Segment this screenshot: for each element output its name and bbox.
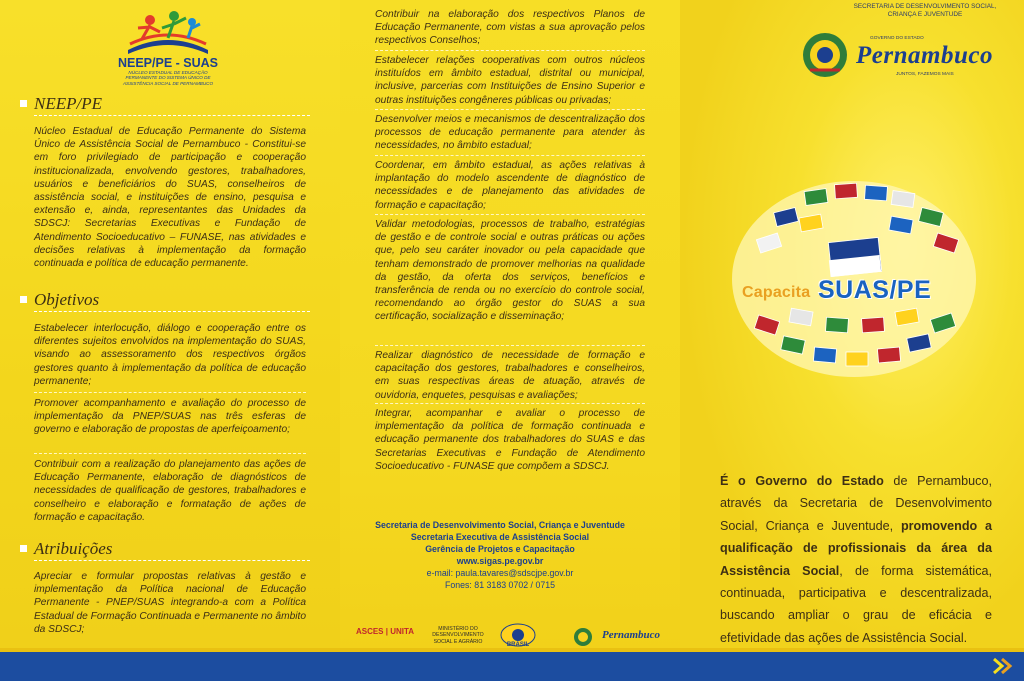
atribuicao-item: Apreciar e formular propostas relativas à gestão e implementação da Política nacional de Educação Permanente - PNEP/SUAS integrando-a com a Política Estadual de Formação Continuada e Permanente no âmbito da SDSCJ; bbox=[34, 571, 306, 635]
divider bbox=[34, 392, 306, 393]
bullet-icon bbox=[20, 296, 27, 303]
section-title-neep: NEEP/PE bbox=[34, 94, 102, 113]
section-heading-objetivos bbox=[20, 290, 310, 312]
closing-paragraph bbox=[720, 470, 992, 649]
closing-bold-2: promovendo a qualificação de profissionais da área da Assistência Social bbox=[720, 518, 992, 578]
objetivo-item: Estabelecer interlocução, diálogo e cooperação entre os diferentes sujeitos envolvidos na implementação do SUAS, visando ao assessoramento dos respectivos órgãos gestores quanto à implementação da política de educação permanente; bbox=[34, 323, 306, 387]
divider bbox=[375, 109, 645, 110]
contact-email-link[interactable]: e-mail: paula.tavares@sdscjpe.gov.br bbox=[426, 568, 574, 578]
section-heading-neep bbox=[20, 94, 310, 116]
divider bbox=[34, 560, 310, 561]
closing-text-2: , de forma sistemática, continuada, participativa e descentralizada, buscando ampliar o grau de eficácia e efetividade das ações de Assistência Social. bbox=[720, 563, 992, 645]
atribuicao-item: Desenvolver meios e mecanismos de descentralização dos processos de educação permanente para atender às necessidades, no âmbito estadual; bbox=[375, 114, 645, 152]
suas-pe-label: SUAS/PE bbox=[818, 276, 932, 304]
contact-gerencia: Gerência de Projetos e Capacitação bbox=[425, 544, 575, 554]
neep-emblem-icon bbox=[108, 6, 228, 56]
closing-bold-1: É o Governo do Estado bbox=[720, 474, 884, 488]
bullet-icon bbox=[20, 545, 27, 552]
pernambuco-crest-icon bbox=[800, 30, 850, 80]
asces-unita-logo: ASCES | UNITA bbox=[355, 627, 415, 636]
partner-logos bbox=[352, 622, 672, 650]
neep-logo-subtitle: NÚCLEO ESTADUAL DE EDUCAÇÃO PERMANENTE DO SISTEMA ÚNICO DE ASSISTÊNCIA SOCIAL DE PERNAMBUCO bbox=[122, 70, 214, 86]
atribuicao-item: Integrar, acompanhar e avaliar o processo de implementação da política de formação continuada e educação permanente dos trabalhadores do SUAS e das Secretarias Executivas e Fundação de Atendimento Socioeducativo - FUNASE que compõem a SDSCJ. bbox=[375, 408, 645, 472]
atribuicao-item: Realizar diagnóstico de necessidade de formação e capacitação dos gestores, trabalhadores e conselheiros, em suas respectivas áreas de atuação, através de ouvidoria, enquetes, pesquisas e avaliações; bbox=[375, 350, 645, 401]
section-title-atribuicoes: Atribuições bbox=[34, 539, 113, 558]
chevron-right-icon bbox=[992, 657, 1014, 675]
pernambuco-wordmark: Pernambuco bbox=[856, 42, 993, 69]
capacita-label: Capacita bbox=[742, 284, 811, 301]
ministerio-logo: MINISTÉRIO DO DESENVOLVIMENTO SOCIAL E AGRÁRIO bbox=[432, 626, 484, 645]
divider bbox=[375, 403, 645, 404]
neep-description: Núcleo Estadual de Educação Permanente do Sistema Único de Assistência Social de Pernambuco - Constitui-se em foro privilegiado de participação e cooperação institucionalizada, envolvendo gestores, trabalhadores, usuários e beneficiários do SUAS, conselheiros de assistência social, e instituições de ensino, pesquisa e extensão e, ainda, representantes das Unidades da SDSCJ: Secretarias Executivas e Fundação de Atendimento Socioeducativo – FUNASE, nas atividades e decisões relativas à implementação da formação continuada e política de educação permanente. bbox=[34, 126, 306, 270]
contact-secretaria: Secretaria de Desenvolvimento Social, Criança e Juventude bbox=[375, 520, 625, 530]
contact-block bbox=[350, 519, 650, 591]
atribuicao-item: Estabelecer relações cooperativas com outros núcleos instituídos em âmbito estadual, distrital ou municipal, inclusive, parcerias com Instituições de Ensino Superior e outras instituições congêneres públicas ou privadas; bbox=[375, 55, 645, 106]
contact-executiva: Secretaria Executiva de Assistência Social bbox=[410, 532, 590, 542]
governo-label: GOVERNO DO ESTADO bbox=[870, 36, 924, 41]
divider bbox=[375, 345, 645, 346]
objetivo-item: Promover acompanhamento e avaliação do processo de implementação da PNEP/SUAS nas três esferas de governo e elaboração de propostas de aperfeiçoamento; bbox=[34, 398, 306, 436]
section-heading-atribuicoes bbox=[20, 539, 310, 561]
section-title-objetivos: Objetivos bbox=[34, 290, 100, 309]
divider bbox=[34, 115, 310, 116]
governo-pernambuco-logo bbox=[800, 30, 1000, 82]
divider bbox=[375, 50, 645, 51]
sdscj-header: SECRETARIA DE DESENVOLVIMENTO SOCIAL, CRIANÇA E JUVENTUDE bbox=[853, 3, 997, 18]
closing-text-1: de Pernambuco, através da Secretaria de Desenvolvimento Social, Criança e Juventude, bbox=[720, 474, 992, 533]
pernambuco-small-logo: Pernambuco bbox=[601, 629, 661, 641]
atribuicao-item: Coordenar, em âmbito estadual, as ações relativas à implantação do modelo ascendente de diagnóstico de necessidades e de planejamento das atividades de formação e capacitação; bbox=[375, 160, 645, 211]
atribuicao-item: Contribuir na elaboração dos respectivos Planos de Educação Permanente, com vistas a sua aprovação pelos respectivos Conselhos; bbox=[375, 9, 645, 47]
objetivo-item: Contribuir com a realização do planejamento das ações de Educação Permanente, elaboração de diagnósticos de necessidades de qualificação de gestores, trabalhadores e conselheiro e elaboração e formatação de ações de formação e capacitação. bbox=[34, 459, 306, 523]
divider bbox=[375, 155, 645, 156]
pernambuco-crest-icon bbox=[572, 626, 594, 648]
brasil-logo-text: BRASIL bbox=[506, 642, 530, 648]
contact-phones: Fones: 81 3183 0702 / 0715 bbox=[444, 580, 556, 590]
bullet-icon bbox=[20, 100, 27, 107]
governo-motto: JUNTOS, FAZEMOS MAIS bbox=[896, 72, 954, 77]
divider bbox=[34, 453, 306, 454]
neep-logo bbox=[108, 6, 228, 94]
neep-logo-title: NEEP/PE - SUAS bbox=[117, 56, 219, 70]
divider bbox=[375, 214, 645, 215]
footer-bar bbox=[0, 652, 1024, 681]
atribuicao-item: Validar metodologias, processos de trabalho, estratégias de gestão e de controle social e outras práticas ou ações que, pelo seu caráter inovador ou pela capacidade que tenham demonstrado de promover melhorias na qualidade da gestão, da oferta dos serviços, benefícios e transferência de renda ou no exercício do controle social, recomendando ao órgão gestor do SUAS a sua certificação, socialização e disseminação; bbox=[375, 219, 645, 323]
contact-website-link[interactable]: www.sigas.pe.gov.br bbox=[456, 556, 544, 566]
divider bbox=[34, 311, 310, 312]
